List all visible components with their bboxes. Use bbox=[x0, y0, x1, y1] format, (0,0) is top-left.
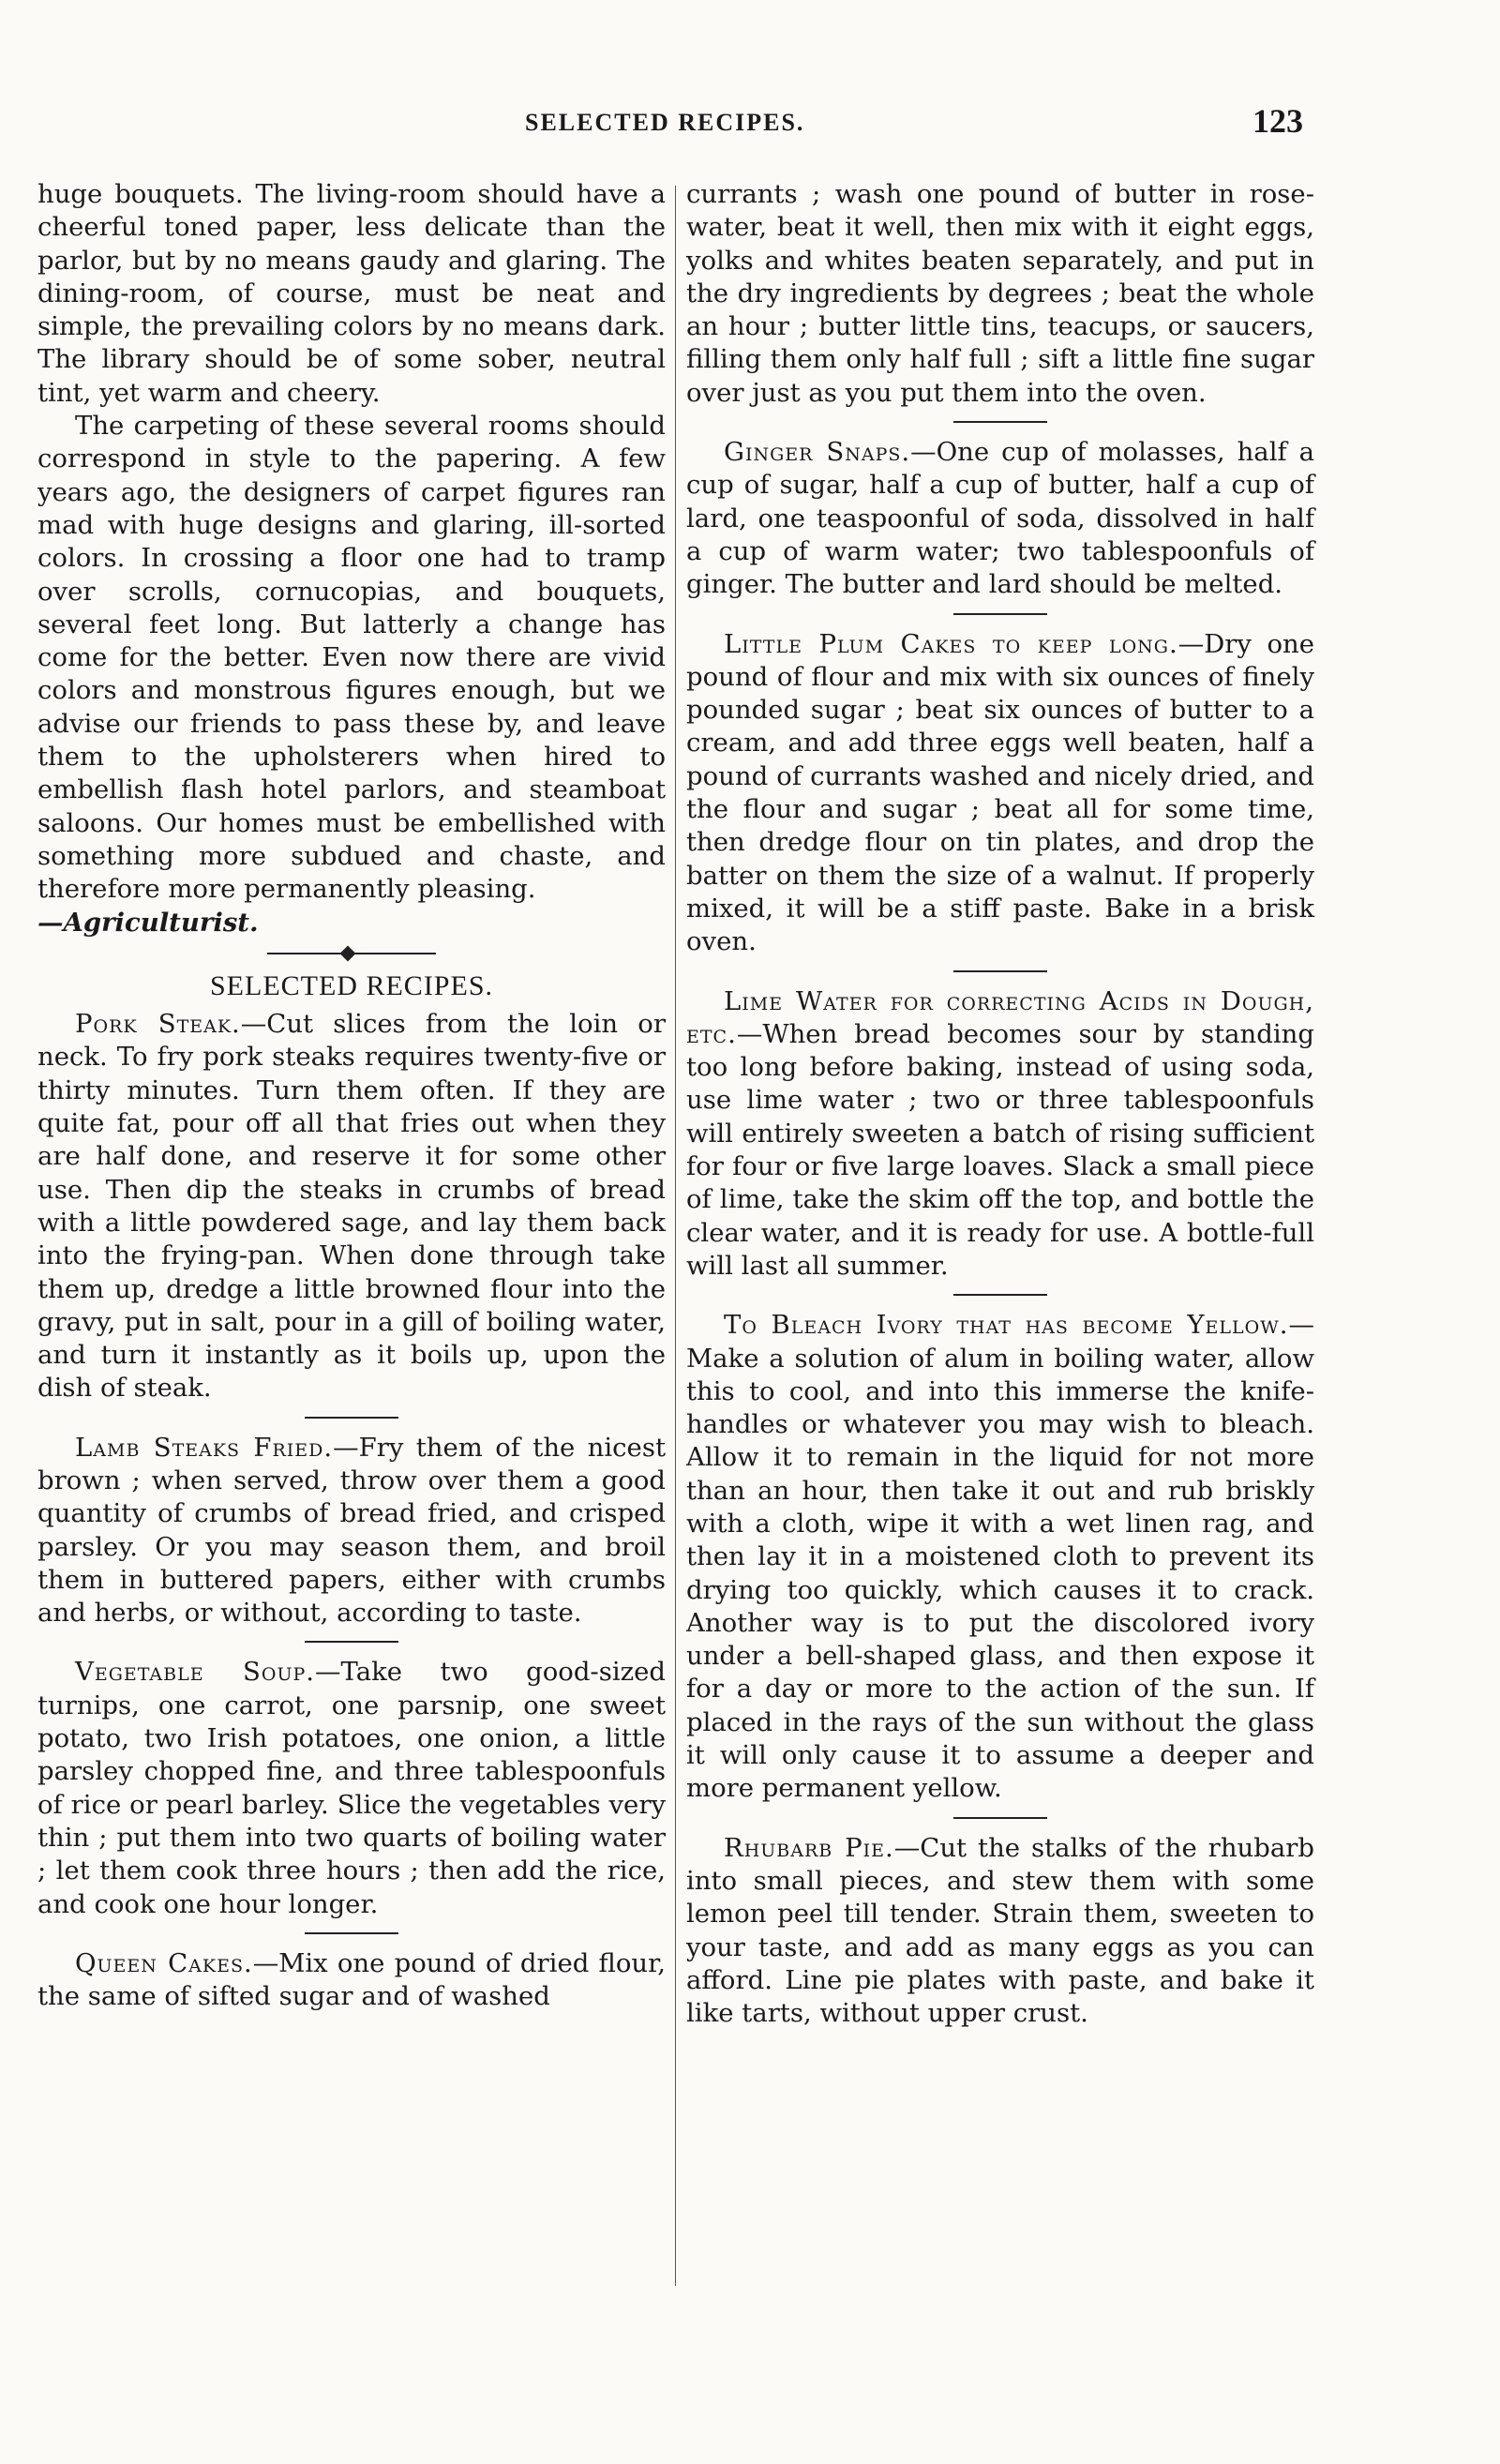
recipe-title: Pork Steak. bbox=[75, 1009, 241, 1040]
recipe bbox=[38, 1008, 666, 1405]
recipe-body: —Mix one pound of dried flour, the same of sifted sugar and of washed bbox=[38, 1947, 666, 2012]
ornamental-divider bbox=[267, 953, 436, 954]
recipe-title: Lamb Steaks Fried. bbox=[75, 1432, 334, 1463]
recipe-body: —Take two good-sized turnips, one carrot, one parsnip, one sweet potato, two Irish potatoes, one onion, a little parsley chopped fine, and three tablespoonfuls of rice or pearl barley. Slice the vegetables very thin ; put them into two quarts of boiling water ; let them cook three hours ; then add the rice, and cook one hour longer. bbox=[38, 1657, 666, 1919]
divider bbox=[305, 1417, 398, 1419]
running-head: SELECTED RECIPES. bbox=[525, 109, 805, 136]
recipe-title: Rhubarb Pie. bbox=[724, 1832, 894, 1863]
recipe-title: Little Plum Cakes to keep long. bbox=[724, 628, 1178, 659]
column-divider bbox=[675, 186, 676, 2286]
recipe-body: —Fry them of the nicest brown ; when served, throw over them a good quantity of crumbs of bread fried, and crisped parsley. Or you may season them, and broil them in buttered papers, either with crumbs and herbs, or without, according to taste. bbox=[38, 1432, 666, 1629]
divider bbox=[953, 970, 1047, 972]
recipe-title: Vegetable Soup. bbox=[75, 1657, 315, 1688]
paragraph: The carpeting of these several rooms should correspond in style to the papering. A few years ago, the designers of carpet figures ran mad with huge designs and glaring, ill-sorted colors. In crossing a floor one had to tramp over scrolls, cornucopias, and bouquets, several feet long. But latterly a change has come for the better. Even now there are vivid colors and monstrous figures enough, but we advise our friends to pass these by, and leave them to the upholsterers when hired to embellish flash hotel parlors, and steamboat saloons. Our homes must be embellished with something more subdued and chaste, and therefore more permanently pleasing. bbox=[38, 411, 666, 905]
section-title: SELECTED RECIPES. bbox=[209, 969, 493, 1001]
recipe bbox=[38, 1947, 666, 2014]
divider bbox=[953, 613, 1047, 615]
recipe bbox=[686, 1309, 1314, 1805]
recipe bbox=[686, 1832, 1314, 2031]
recipe-title: Lime Water for correcting Acids in Dough, etc. bbox=[686, 985, 1314, 1049]
recipe-title: To Bleach Ivory that has become Yellow. bbox=[724, 1310, 1289, 1341]
recipe-body: —Cut the stalks of the rhubarb into small pieces, and stew them with some lemon peel till tender. Strain them, sweeten to your taste, and add as many eggs as you can afford. Line pie plates with paste, and bake it like tarts, without upper crust. bbox=[686, 1832, 1314, 2029]
recipe-body: —Cut slices from the loin or neck. To fry pork steaks requires twenty-five or thirty minutes. Turn them often. If they are quite fat, pour off all that fries out when they are half done, and reserve it for some other use. Then dip the steaks in crumbs of bread with a little powdered sage, and lay them back into the frying-pan. When done through take them up, dredge a little browned flour into the gravy, put in salt, pour in a gill of boiling water, and turn it instantly as it boils up, upon the dish of steak. bbox=[38, 1009, 666, 1404]
divider bbox=[305, 1932, 398, 1934]
recipe-body: —When bread becomes sour by standing too long before baking, instead of using soda, use lime water ; two or three tablespoonfuls will entirely sweeten a batch of rising sufficient for four or five large loaves. Slack a small piece of lime, take the skim off the top, and bottle the clear water, and it is ready for use. A bottle-full will last all summer. bbox=[686, 1018, 1314, 1281]
divider bbox=[305, 1641, 398, 1643]
divider bbox=[953, 1294, 1047, 1296]
recipe-body: —Make a solution of alum in boiling water, allow this to cool, and into this immerse the knife-handles or whatever you may wish to bleach. Allow it to remain in the liquid for not more than an hour, then take it out and rub briskly with a cloth, wipe it with a wet linen rag, and then lay it in a moistened cloth to prevent its drying too quickly, which causes it to crack. Another way is to put the discolored ivory under a bell-shaped glass, and then expose it for a day or more to the action of the sun. If placed in the rays of the sun without the glass it will only cause it to assume a deeper and more permanent yellow. bbox=[686, 1310, 1314, 1804]
paragraph: huge bouquets. The living-room should have a cheerful toned paper, less delicate than the parlor, but by no means gaudy and glaring. The dining-room, of course, must be neat and simple, the prevailing colors by no means dark. The library should be of some sober, neutral tint, yet warm and cheery. bbox=[38, 179, 666, 408]
recipe-body: —Dry one pound of flour and mix with six ounces of finely pounded sugar ; beat six ounces of butter to a cream, and add three eggs well beaten, half a pound of currants washed and nicely dried, and the flour and sugar ; beat all for some time, then dredge flour on tin plates, and drop the batter on them the size of a walnut. If properly mixed, it will be a stiff paste. Bake in a brisk oven. bbox=[686, 628, 1315, 957]
right-column bbox=[686, 178, 1314, 2030]
left-column bbox=[38, 178, 666, 2013]
recipe bbox=[686, 436, 1314, 601]
recipe-title: Ginger Snaps. bbox=[724, 437, 911, 468]
divider bbox=[953, 1817, 1047, 1819]
recipe-body: —One cup of molasses, half a cup of sugar, half a cup of butter, half a cup of lard, one teaspoonful of soda, dissolved in half a cup of warm water; two tablespoonfuls of ginger. The butter and lard should be melted. bbox=[686, 437, 1315, 600]
paragraph: currants ; wash one pound of butter in rose-water, beat it well, then mix with it eight eggs, yolks and whites beaten separately, and put in the dry ingredients by degrees ; beat the whole an hour ; butter little tins, teacups, or saucers, filling them only half full ; sift a little fine sugar over just as you put them into the oven. bbox=[686, 179, 1314, 408]
recipe bbox=[38, 1656, 666, 1920]
divider bbox=[953, 421, 1047, 423]
page-header bbox=[56, 101, 1312, 148]
recipe bbox=[686, 985, 1314, 1284]
page-number: 123 bbox=[1252, 102, 1303, 140]
attribution: —Agriculturist. bbox=[38, 907, 259, 938]
recipe bbox=[686, 628, 1314, 959]
recipe-title: Queen Cakes. bbox=[75, 1947, 253, 1978]
recipe bbox=[38, 1432, 666, 1630]
